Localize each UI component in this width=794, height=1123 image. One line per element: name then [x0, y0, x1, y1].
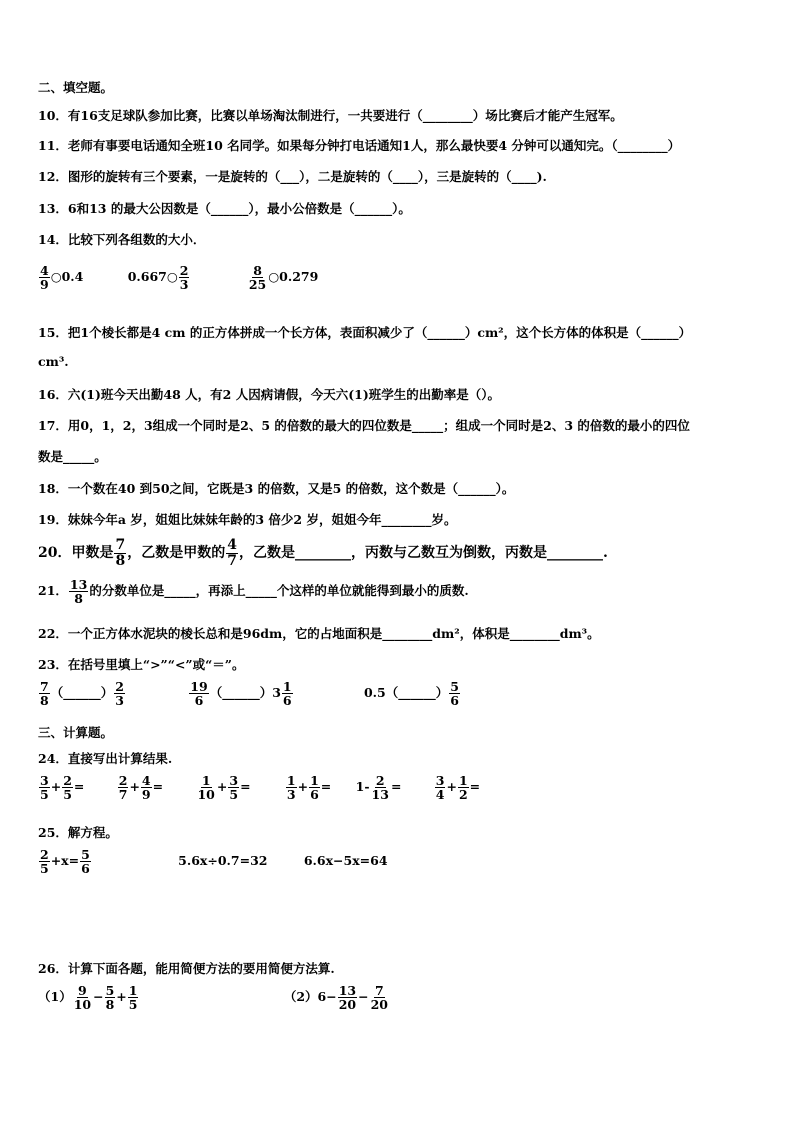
calc-item: $\frac{3}{4}$ + $\frac{1}{2}$ = — [435, 773, 481, 803]
calc-item: （2）6− $\frac{13}{20}$ − $\frac{7}{20}$ — [283, 983, 389, 1013]
question-23-items — [38, 680, 461, 707]
question-25-equations — [38, 848, 388, 875]
question-24: 24．直接写出计算结果. — [38, 751, 173, 766]
question-26-items — [38, 984, 390, 1011]
question-23: 23．在括号里填上“>”“<”或“＝”。 — [38, 657, 245, 672]
calc-item: $\frac{1}{10}$ + $\frac{3}{5}$ = — [197, 773, 251, 803]
compare-item: $\frac{4}{9}$ ○0.4 — [40, 263, 84, 293]
question-19: 19．妹妹今年a 岁，姐姐比妹妹年龄的3 倍少2 岁，姐姐今年________岁。 — [38, 512, 457, 527]
calc-item: （1） $\frac{9}{10}$ − $\frac{5}{8}$ + $\frac{1}{5}$ — [38, 983, 138, 1013]
question-12: 12．图形的旋转有三个要素，一是旋转的（___），二是旋转的（____），三是旋转的（____). — [38, 169, 547, 184]
question-21: 21． $\frac{13}{8}$ 的分数单位是_____，再添上_____个这样的单位就能得到最小的质数. — [38, 577, 469, 607]
question-17-cont: 数是_____。 — [38, 449, 107, 464]
compare-item: $\frac{8}{25}$ ○0.279 — [248, 263, 319, 293]
question-22: 22．一个正方体水泥块的棱长总和是96dm，它的占地面积是________dm²，体积是________dm³。 — [38, 626, 600, 641]
question-20: 20．甲数是 $\frac{7}{8}$ ，乙数是甲数的 $\frac{4}{7}$ ，乙数是________，丙数与乙数互为倒数，丙数是________. — [38, 537, 608, 569]
question-24-items — [38, 774, 480, 801]
question-25: 25．解方程。 — [38, 825, 118, 840]
compare-item: $\frac{7}{8}$ （______） $\frac{2}{3}$ — [40, 679, 124, 709]
equation: $\frac{2}{5}$ +x= $\frac{5}{6}$ — [40, 847, 90, 877]
question-15: 15．把1个棱长都是4 cm 的正方体拼成一个长方体，表面积减少了（______）cm²，这个长方体的体积是（______） — [38, 325, 692, 340]
question-26: 26．计算下面各题，能用简便方法的要用简便方法算. — [38, 961, 335, 976]
calc-item: $\frac{1}{3}$ + $\frac{1}{6}$ = — [286, 773, 332, 803]
compare-item: 0.667○ $\frac{2}{3}$ — [127, 263, 189, 293]
question-15-cont: cm³. — [38, 354, 69, 369]
equation: 5.6x÷0.7=32 — [178, 853, 268, 869]
question-13: 13．6和13 的最大公因数是（______），最小公倍数是（______）。 — [38, 201, 411, 216]
question-18: 18．一个数在40 到50之间，它既是3 的倍数，又是5 的倍数，这个数是（______）。 — [38, 481, 515, 496]
question-14: 14．比较下列各组数的大小． — [38, 232, 206, 247]
calc-item: $\frac{3}{5}$ + $\frac{2}{5}$ = — [40, 773, 85, 803]
question-10: 10．有16支足球队参加比赛，比赛以单场淘汰制进行，一共要进行（________）场比赛后才能产生冠军。 — [38, 108, 623, 123]
compare-item: 0.5（______） $\frac{5}{6}$ — [363, 679, 459, 709]
compare-item: $\frac{19}{6}$ （______）3 $\frac{1}{6}$ — [190, 679, 292, 709]
question-14-items — [38, 264, 318, 291]
calc-item: $\frac{2}{7}$ + $\frac{4}{9}$ = — [118, 773, 164, 803]
question-16: 16．六(1)班今天出勤48 人，有2 人因病请假，今天六(1)班学生的出勤率是（）。 — [38, 387, 500, 402]
question-17: 17．用0，1，2，3组成一个同时是2、5 的倍数的最大的四位数是_____；组成一个同时是2、3 的倍数的最小的四位 — [38, 418, 690, 433]
equation: 6.6x−5x=64 — [303, 853, 388, 869]
calc-item: 1- $\frac{2}{13}$ = — [355, 773, 402, 803]
section-three-heading: 三、计算题。 — [38, 725, 114, 740]
question-11: 11．老师有事要电话通知全班10 名同学。如果每分钟打电话通知1人，那么最快要4 分钟可以通知完。（________） — [38, 138, 681, 153]
section-two-heading: 二、填空题。 — [38, 80, 114, 95]
